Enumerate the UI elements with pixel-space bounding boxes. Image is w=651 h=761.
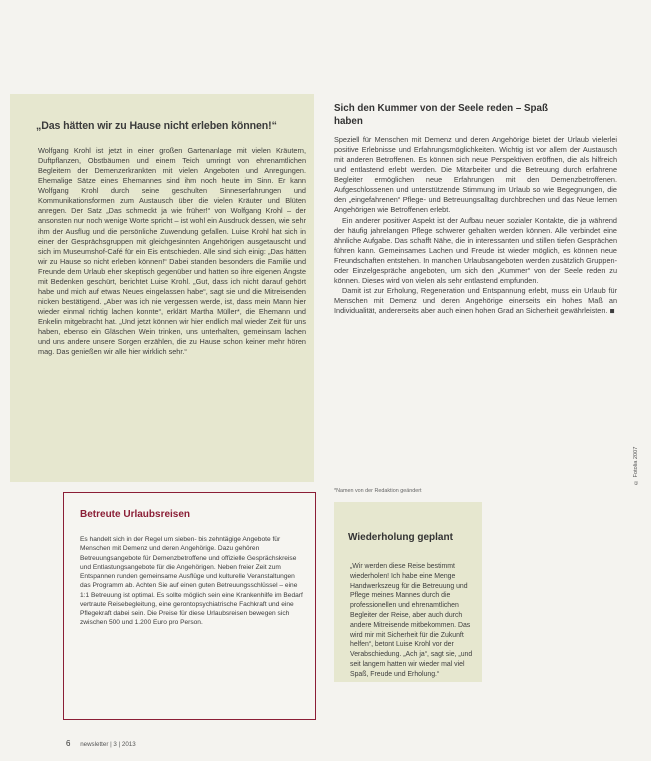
article-paragraph: Speziell für Menschen mit Demenz und deren Angehörige bietet der Urlaub vielerlei positive Erlebnisse und Erfahrungsmöglichkeiten. Wichtig ist vor allem der Austausch mit anderen Betroffenen. Es können sich neue Perspektiven eröffnen, die als hilfreich und entlastend erlebt werden. Die Mitarbeiter und die Betreuung durch erfahrene Begleiter ermöglichen neue Erfahrungen mit den Demenzbetroffenen. Aufgeschlossenen und unterstützende Stimmung im Urlaub so wie Begegnungen, die den „eingefahrenen“ Pflege- und Betreuungsalltag durchbrechen und das Neue lernen Angehörigen wie Betroffenen erlebt. (334, 135, 617, 215)
article-paragraph (334, 286, 617, 316)
section-heading: Sich den Kummer von der Seele reden – Spaß haben (334, 103, 548, 127)
article-paragraph: Ein anderer positiver Aspekt ist der Aufbau neuer sozialer Kontakte, die ja während der häufig jahrelangen Pflege schwerer gehalten werden können. Alle verbindet eine ähnliche Aufgabe. Das schafft Nähe, die in interessanten und stillen tiefen Gesprächen führen kann. Gemeinsames Lachen und Freude ist wieder möglich, es können neue Freundschaften entstehen. In manchen Urlaubsangeboten werden zusätzlich Gruppen- oder Einzelgespräche angeboten, um sich den „Kummer“ von der Seele reden zu können. Dieses wird von vielen als sehr entlastend empfunden. (334, 215, 617, 285)
page-footer (66, 739, 136, 748)
info-box-text: Es handelt sich in der Regel um sieben- bis zehntägige Angebote für Menschen mit Demenz und deren Angehörige. Dazu gehören Betreuungsangebote für Demenzbetroffene und offizielle Gesprächskreise und Entlastungsangebote für die Angehörigen. Neben freier Zeit zum Entspannen runden gemeinsame Ausflüge und kulturelle Veranstaltungen das Programm ab. Achten Sie auf einen guten Betreuungsschlüssel – eine 1:1 Betreuung ist optimal. Es sollte möglich sein eine Krankenhilfe im Bedarf vertraute Reisebegleitung, eine gerontopsychiatrische Fachkraft und eine Pflegekraft dabei sein. Die Preise für diese Urlaubsreisen bewegen sich zwischen 500 und 1.200 Euro pro Person. (80, 536, 303, 627)
page-number: 6 (66, 739, 71, 748)
photo-credit: © Fotolia 2007 (633, 446, 639, 485)
info-box-title: Betreute Urlaubsreisen (80, 509, 191, 520)
info-box-betreut (63, 492, 316, 720)
article-paragraph-text: Damit ist zur Erholung, Regeneration und Entspannung erlebt, muss ein Urlaub für Menschen mit Demenz und deren Angehörige einerseits ein hohes Maß an Individualität, andererseits aber auch einen hohen Grad an Sicherheit gewährleisten. (334, 285, 617, 316)
feature-box-text: Wolfgang Krohl ist jetzt in einer großen Gartenanlage mit vielen Kräutern, Duftpflanzen, Obstbäumen und einem Teich umringt von ehrenamtlichen Begleitern der Demenzerkrankten mit vielen Angeboten und Anregungen. Ehemalige Sätze eines Ehemannes sind ihm noch heute im Sinn. Er kann Wolfgang Krohl durch seine geschulten Sinneserfahrungen und Kommunikationsformen zum Austausch über die vielen Kräuter und Blüten anregen. Der Satz „Das schmeckt ja wie früher!“ von Wolfgang Krohl – der ansonsten nur noch wenige Worte spricht – ist wohl ein Ausdruck dessen, wie sehr ihm der Ausflug und die persönliche Zuwendung gefallen. Luise Krohl hat sich in einer der Gesprächsgruppen mit gleichgesinnten Angehörigen ausgetauscht und sich im Museumshof-Café für ein Eis entschieden. Alle sind sich einig: „Das hätten wir zu Hause so nicht erleben können!“ Dabei standen besonders die Familie und Freunde dem Urlaub eher skeptisch gegenüber und hatten so ihre eigenen Ängste mit Bedenken geschürt, berichtet Luise Krohl. „Gut, dass ich nicht darauf gehört habe und mich auf etwas Neues eingelassen habe“, sagt sie und die Mitreisenden nicken bestätigend. „Aber was ich nie vergessen werde, ist, dass mein Mann hier wieder einmal richtig lachen konnte“, erklärt Martha Müller*, die Ehemann und Enkelin mitgebracht hat. „Und jetzt können wir hier endlich mal wieder Zeit für uns haben, ebenso ein Gläschen Wein trinken, uns unterhalten, gemeinsam lachen und uns andere unsere Sorgen erzählen, die zu Hause schon keiner mehr hören mag. Das genießen wir alle hier wirklich sehr.“ (38, 146, 306, 357)
footnote: *Namen von der Redaktion geändert (334, 488, 422, 494)
article-body (334, 135, 617, 316)
info-box-text: „Wir werden diese Reise bestimmt wiederholen! Ich habe eine Menge Handwerkszeug für die Betreuung und Pflege meines Mannes durch die professionellen und ehrenamtlichen Begleiter der Reise, aber auch durch andere Mitreisende mitbekommen. Das wird mir mit Sicherheit für die Zukunft helfen“, betont Luise Krohl vor der Verabschiedung. „Ach ja“, sagt sie, „und seit langem hatten wir wieder mal viel Spaß, Freude und Erholung.“ (350, 563, 473, 678)
publication-name: newsletter | 3 | 2013 (80, 741, 136, 748)
end-mark: ◾ (609, 306, 615, 316)
info-box-wiederholung (334, 502, 482, 682)
feature-box-title: „Das hätten wir zu Hause nicht erleben können!“ (36, 120, 277, 132)
feature-box (10, 94, 314, 482)
info-box-title: Wiederholung geplant (348, 532, 453, 543)
